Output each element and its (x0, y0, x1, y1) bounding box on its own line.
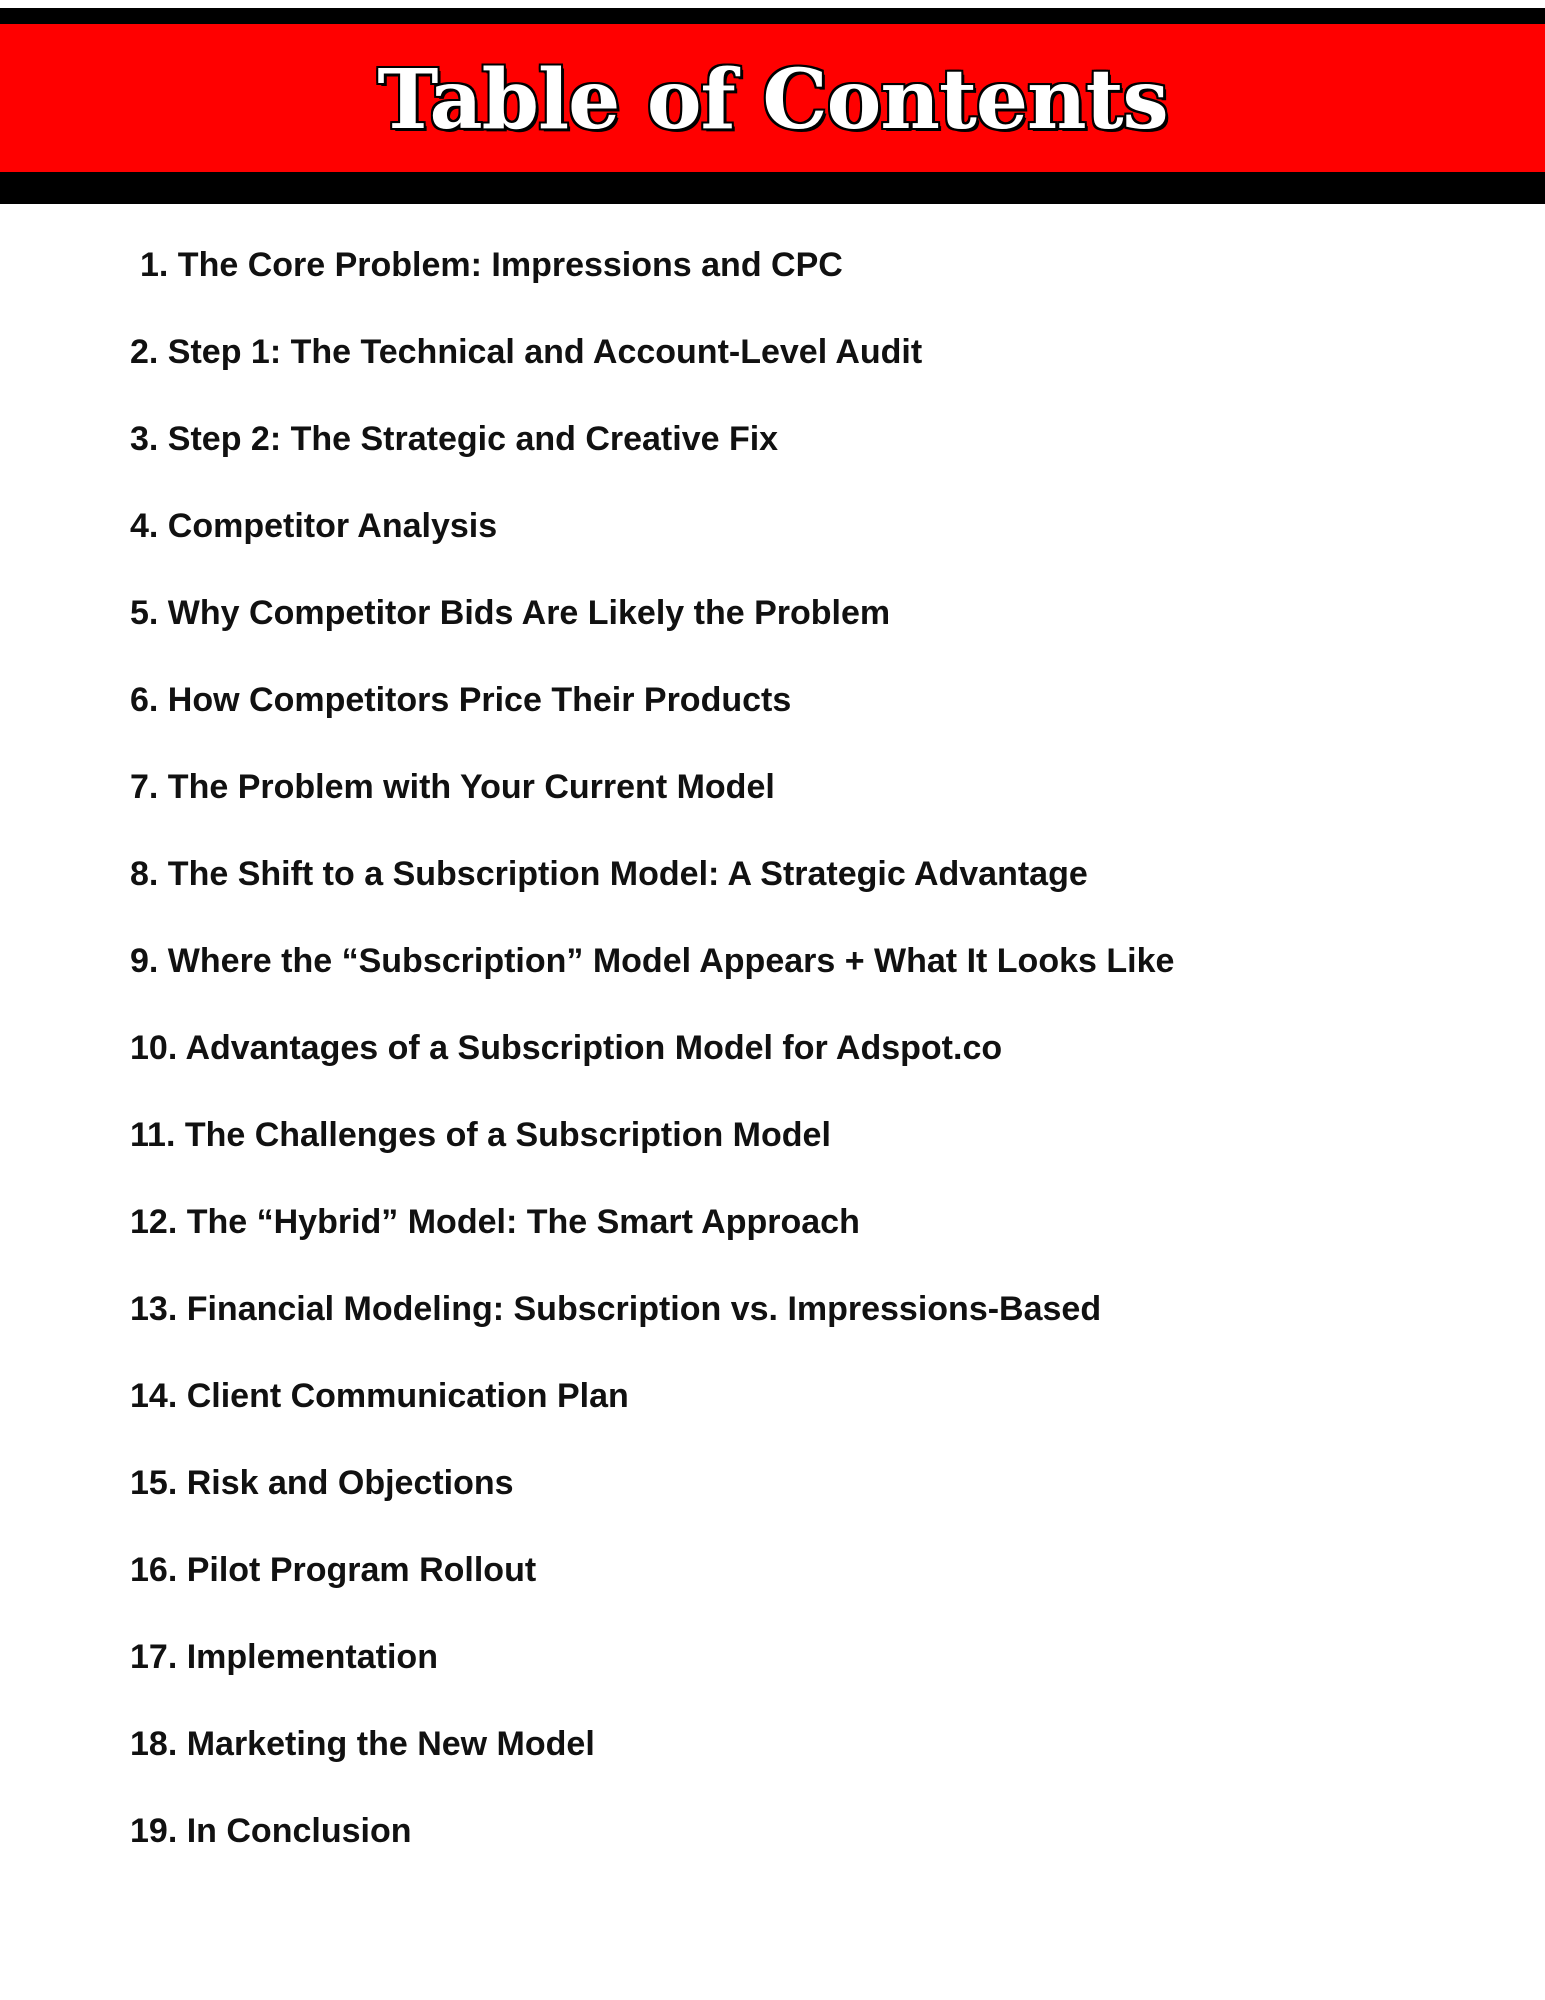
toc-item-10: 10. Advantages of a Subscription Model for Adspot.co (130, 1029, 1003, 1067)
toc-item-17: 17. Implementation (130, 1638, 438, 1676)
toc-item-5: 5. Why Competitor Bids Are Likely the Problem (130, 594, 891, 632)
toc-item-14: 14. Client Communication Plan (130, 1377, 629, 1415)
toc-item-15: 15. Risk and Objections (130, 1464, 514, 1502)
page-title: Table of Contents (377, 52, 1168, 148)
toc-item-6: 6. How Competitors Price Their Products (130, 681, 792, 719)
toc-item-4: 4. Competitor Analysis (130, 507, 498, 545)
toc-item-9: 9. Where the “Subscription” Model Appears + What It Looks Like (130, 942, 1175, 980)
toc-item-11: 11. The Challenges of a Subscription Model (130, 1116, 831, 1154)
toc-list (130, 245, 1510, 1898)
toc-item-7: 7. The Problem with Your Current Model (130, 768, 775, 806)
toc-item-18: 18. Marketing the New Model (130, 1725, 595, 1763)
toc-item-12: 12. The “Hybrid” Model: The Smart Approach (130, 1203, 860, 1241)
toc-item-1: 1. The Core Problem: Impressions and CPC (140, 246, 843, 284)
toc-item-2: 2. Step 1: The Technical and Account-Level Audit (130, 333, 923, 371)
toc-item-13: 13. Financial Modeling: Subscription vs. Impressions-Based (130, 1290, 1102, 1328)
toc-item-19: 19. In Conclusion (130, 1812, 412, 1850)
toc-item-3: 3. Step 2: The Strategic and Creative Fix (130, 420, 779, 458)
header-banner (0, 24, 1545, 172)
toc-item-8: 8. The Shift to a Subscription Model: A Strategic Advantage (130, 855, 1088, 893)
toc-item-16: 16. Pilot Program Rollout (130, 1551, 537, 1589)
